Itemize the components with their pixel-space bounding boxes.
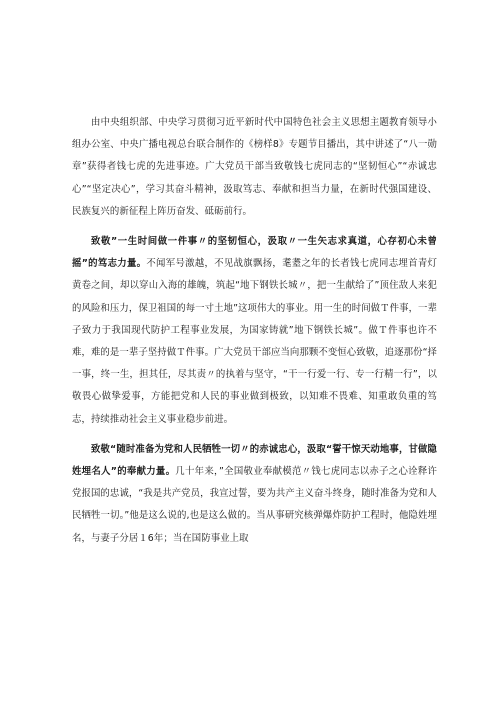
intro-paragraph: [72, 112, 437, 223]
paragraph-lead-heading: 致敬“随时准备为党和人民牺牲一切〃的赤诚忠心，汲取“誓干惊天动地事，甘做隐姓埋名人”的奉献力量。: [72, 443, 437, 478]
body-paragraph-loyalty: [72, 439, 437, 550]
paragraph-text: 由中央组织部、中央学习贯彻习近平新时代中国特色社会主义思想主题教育领导小组办公室、中央广播电视总台联合制作的《榜样8》专题节目播出，其中讲述了“八一勋章”获得者钱七虎的先进事迹。广大党员干部当致敬钱七虎同志的“坚韧恒心”“赤诚忠心”“坚定决心”，学习其奋斗精神，汲取笃志、奉献和担当力量，在新时代强国建设、民族复兴的新征程上阵历奋发、砥砺前行。: [72, 117, 437, 217]
paragraph-text: 不闻军号激越，不见战旗飘扬，耄耋之年的长者钱七虎同志埋首青灯黄卷之间，却以穿山入海的雄魄，筑起“地下钢铁长城〃，把一生献给了”顶住敌人来犯的风险和压力，保卫祖国的每一寸土地”这项伟大的事业。用一生的时间做Ｔ件事，一辈子致力于我国现代防护工程事业发展，为国家铸就”地下钢铁长城”。做Ｔ件事也许不难，难的是一辈子坚持做Ｔ件事。广大党员干部应当向那颗不变恒心致敬，追逐那份“择一事，终一生，担其任，尽其责〃的执着与坚守，“干一行爱一行、专一行精一行”，以敬畏心做挚爱事，方能把党和人民的事业做到极致，以知难不畏难、知重敢负重的笃志，持续推动社会主义事业稳步前进。: [72, 258, 438, 425]
document-body: [72, 112, 437, 550]
paragraph-lead-heading: 致敬”一生时间做一件事〃的坚韧恒心，汲取〃一生矢志求真道，心存初心未曾摇”的笃志力量。: [72, 236, 437, 270]
paragraph-text: 几十年来，”全国敬业奉献模范〃钱七虎同志以赤子之心诠释许党报国的忠诚，“我是共产党员，我宣过誓，要为共产主义奋斗终身，随时准备为党和人民牺牲一切。”他是这么说的,也是这么做的。当从事研究核弹爆炸防护工程时，他隐姓埋名，与妻子分居１6年；当在国防事业上取: [72, 466, 438, 544]
body-paragraph-perseverance: [72, 231, 437, 431]
